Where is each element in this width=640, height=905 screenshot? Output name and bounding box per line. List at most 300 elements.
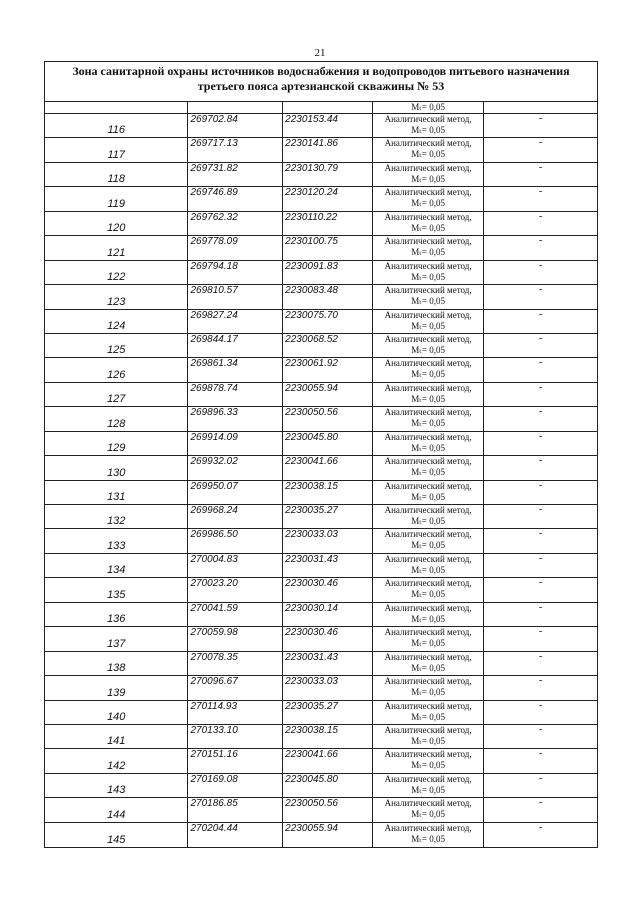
method-text: Аналитический метод, <box>384 529 472 540</box>
accuracy-text: Mₜ= 0,05 <box>411 418 445 429</box>
point-number: 136 <box>107 613 126 626</box>
description-cell: - <box>539 822 543 833</box>
accuracy-text: Mₜ= 0,05 <box>411 320 445 331</box>
method-text: Аналитический метод, <box>384 651 472 662</box>
table-body <box>45 114 597 847</box>
description-cell: - <box>539 700 543 711</box>
y-coordinate: 2230045.80 <box>285 773 338 785</box>
point-number: 132 <box>107 515 126 528</box>
description-cell: - <box>539 333 543 344</box>
method-cell <box>373 676 485 699</box>
method-cell <box>373 212 485 235</box>
method-text: Аналитический метод, <box>384 407 472 418</box>
description-cell: - <box>539 211 543 222</box>
method-text: Аналитический метод, <box>384 114 472 124</box>
description-cell: - <box>539 431 543 442</box>
x-coordinate-cell <box>188 432 283 455</box>
x-coordinate: 270204.44 <box>190 822 238 834</box>
method-text: Аналитический метод, <box>384 798 472 809</box>
description-cell: - <box>539 260 543 271</box>
y-coordinate-cell <box>283 798 373 821</box>
point-number-cell <box>45 798 188 821</box>
method-text: Аналитический метод, <box>384 187 472 198</box>
method-cell <box>373 749 485 772</box>
y-coordinate: 2230030.46 <box>285 578 338 590</box>
point-number-cell <box>45 163 188 186</box>
x-coordinate: 270059.98 <box>190 627 238 639</box>
accuracy-text: Mₜ= 0,05 <box>411 638 445 649</box>
method-cell <box>373 529 485 552</box>
y-coordinate-cell <box>283 212 373 235</box>
table-row <box>45 676 597 700</box>
table-row <box>45 456 597 480</box>
x-coordinate: 269896.33 <box>190 407 238 419</box>
description-cell: - <box>539 724 543 735</box>
point-number: 139 <box>107 686 126 699</box>
y-coordinate: 2230035.27 <box>285 700 338 712</box>
method-text: Аналитический метод, <box>384 480 472 491</box>
point-number-cell <box>45 701 188 724</box>
x-coordinate-cell <box>188 236 283 259</box>
table-row <box>45 163 597 187</box>
y-coordinate: 2230031.43 <box>285 553 338 565</box>
x-coordinate-cell <box>188 138 283 161</box>
x-coordinate: 270004.83 <box>190 553 238 565</box>
accuracy-text: Mₜ= 0,05 <box>411 369 445 380</box>
description-cell: - <box>539 358 543 369</box>
y-coordinate-cell <box>283 725 373 748</box>
accuracy-text: Mₜ= 0,05 <box>411 442 445 453</box>
x-coordinate-cell <box>188 725 283 748</box>
method-cell <box>373 138 485 161</box>
method-cell <box>373 725 485 748</box>
y-coordinate: 2230153.44 <box>285 114 338 125</box>
x-coordinate: 269717.13 <box>190 138 238 150</box>
coordinates-table <box>44 61 598 848</box>
y-coordinate-cell <box>283 285 373 308</box>
method-text: Аналитический метод, <box>384 382 472 393</box>
y-coordinate: 2230050.56 <box>285 407 338 419</box>
point-number: 122 <box>107 271 126 284</box>
x-coordinate: 270078.35 <box>190 651 238 663</box>
table-row <box>45 578 597 602</box>
table-row <box>45 236 597 260</box>
description-cell: - <box>539 773 543 784</box>
x-coordinate: 270151.16 <box>190 749 238 761</box>
accuracy-text: Mₜ= 0,05 <box>411 393 445 404</box>
y-coordinate-cell <box>283 481 373 504</box>
accuracy-text: Mₜ= 0,05 <box>411 491 445 502</box>
y-coordinate-cell <box>283 701 373 724</box>
method-text: Аналитический метод, <box>384 749 472 760</box>
point-number-cell <box>45 603 188 626</box>
y-coordinate-cell <box>283 187 373 210</box>
y-coordinate: 2230055.94 <box>285 382 338 394</box>
accuracy-text: Mₜ= 0,05 <box>411 222 445 233</box>
description-cell: - <box>539 480 543 491</box>
y-coordinate-cell <box>283 676 373 699</box>
description-cell: - <box>539 749 543 760</box>
method-text: Аналитический метод, <box>384 724 472 735</box>
point-number: 129 <box>107 442 126 455</box>
method-cell <box>373 285 485 308</box>
continuation-accuracy: Mₜ= 0,05 <box>373 102 485 113</box>
point-number-cell <box>45 676 188 699</box>
description-cell: - <box>539 114 543 124</box>
point-number-cell <box>45 236 188 259</box>
table-row <box>45 823 597 847</box>
method-text: Аналитический метод, <box>384 627 472 638</box>
y-coordinate: 2230141.86 <box>285 138 338 150</box>
y-coordinate: 2230050.56 <box>285 798 338 810</box>
accuracy-text: Mₜ= 0,05 <box>411 809 445 820</box>
point-number: 119 <box>107 197 126 210</box>
x-coordinate-cell <box>188 578 283 601</box>
y-coordinate-cell <box>283 383 373 406</box>
point-number: 120 <box>107 222 126 235</box>
point-number: 143 <box>107 784 126 797</box>
x-coordinate-cell <box>188 114 283 137</box>
accuracy-text: Mₜ= 0,05 <box>411 247 445 258</box>
point-number-cell <box>45 505 188 528</box>
y-coordinate-cell <box>283 627 373 650</box>
y-coordinate-cell <box>283 432 373 455</box>
y-coordinate-cell <box>283 505 373 528</box>
y-coordinate: 2230061.92 <box>285 358 338 370</box>
method-text: Аналитический метод, <box>384 333 472 344</box>
description-cell: - <box>539 578 543 589</box>
table-row <box>45 529 597 553</box>
accuracy-text: Mₜ= 0,05 <box>411 173 445 184</box>
method-text: Аналитический метод, <box>384 431 472 442</box>
accuracy-text: Mₜ= 0,05 <box>411 296 445 307</box>
x-coordinate-cell <box>188 358 283 381</box>
method-text: Аналитический метод, <box>384 773 472 784</box>
point-number-cell <box>45 212 188 235</box>
x-coordinate-cell <box>188 407 283 430</box>
x-coordinate-cell <box>188 603 283 626</box>
point-number: 116 <box>107 124 126 137</box>
point-number: 144 <box>107 808 126 821</box>
point-number-cell <box>45 383 188 406</box>
accuracy-text: Mₜ= 0,05 <box>411 735 445 746</box>
method-text: Аналитический метод, <box>384 162 472 173</box>
point-number: 131 <box>107 491 126 503</box>
x-coordinate-cell <box>188 774 283 797</box>
point-number-cell <box>45 138 188 161</box>
y-coordinate: 2230110.22 <box>285 211 338 223</box>
accuracy-text: Mₜ= 0,05 <box>411 125 445 135</box>
x-coordinate: 270114.93 <box>190 700 238 712</box>
method-text: Аналитический метод, <box>384 138 472 149</box>
method-cell <box>373 701 485 724</box>
point-number: 128 <box>107 417 126 430</box>
x-coordinate-cell <box>188 481 283 504</box>
x-coordinate: 269810.57 <box>190 285 238 297</box>
accuracy-text: Mₜ= 0,05 <box>411 662 445 673</box>
description-cell: - <box>539 676 543 687</box>
accuracy-text: Mₜ= 0,05 <box>411 516 445 526</box>
point-number-cell <box>45 310 188 333</box>
x-coordinate-cell <box>188 505 283 528</box>
x-coordinate-cell <box>188 749 283 772</box>
y-coordinate-cell <box>283 774 373 797</box>
x-coordinate-cell <box>188 187 283 210</box>
y-coordinate-cell <box>283 114 373 137</box>
method-cell <box>373 358 485 381</box>
x-coordinate: 270169.08 <box>190 773 238 785</box>
x-coordinate-cell <box>188 456 283 479</box>
method-text: Аналитический метод, <box>384 553 472 564</box>
x-coordinate: 270186.85 <box>190 798 238 810</box>
method-text: Аналитический метод, <box>384 211 472 222</box>
point-number: 126 <box>107 368 126 381</box>
x-coordinate-cell <box>188 334 283 357</box>
point-number-cell <box>45 261 188 284</box>
table-row <box>45 749 597 773</box>
y-coordinate: 2230130.79 <box>285 162 338 174</box>
point-number-cell <box>45 285 188 308</box>
y-coordinate: 2230030.14 <box>285 602 338 614</box>
x-coordinate-cell <box>188 383 283 406</box>
point-number: 137 <box>107 637 126 650</box>
accuracy-text: Mₜ= 0,05 <box>411 271 445 282</box>
method-cell <box>373 187 485 210</box>
y-coordinate: 2230041.66 <box>285 749 338 761</box>
accuracy-text: Mₜ= 0,05 <box>411 198 445 209</box>
table-row <box>45 187 597 211</box>
table-row <box>45 261 597 285</box>
table-row <box>45 505 597 529</box>
y-coordinate-cell <box>283 652 373 675</box>
y-coordinate: 2230091.83 <box>285 260 338 272</box>
accuracy-text: Mₜ= 0,05 <box>411 833 445 844</box>
description-cell: - <box>539 651 543 662</box>
description-cell: - <box>539 138 543 149</box>
accuracy-text: Mₜ= 0,05 <box>411 760 445 771</box>
x-coordinate: 269986.50 <box>190 529 238 541</box>
x-coordinate-cell <box>188 261 283 284</box>
y-coordinate: 2230035.27 <box>285 505 338 516</box>
table-row <box>45 774 597 798</box>
method-cell <box>373 798 485 821</box>
table-row <box>45 407 597 431</box>
method-text: Аналитический метод, <box>384 309 472 320</box>
accuracy-text: Mₜ= 0,05 <box>411 540 445 551</box>
method-text: Аналитический метод, <box>384 358 472 369</box>
table-row <box>45 334 597 358</box>
x-coordinate-cell <box>188 163 283 186</box>
point-number-cell <box>45 554 188 577</box>
y-coordinate-cell <box>283 578 373 601</box>
point-number-cell <box>45 749 188 772</box>
point-number: 145 <box>107 834 126 847</box>
point-number-cell <box>45 358 188 381</box>
table-row <box>45 114 597 138</box>
table-row <box>45 432 597 456</box>
table-row <box>45 212 597 236</box>
table-row <box>45 383 597 407</box>
point-number: 125 <box>107 344 126 357</box>
x-coordinate: 269861.34 <box>190 358 238 370</box>
y-coordinate-cell <box>283 138 373 161</box>
y-coordinate: 2230100.75 <box>285 236 338 248</box>
x-coordinate: 269914.09 <box>190 431 238 443</box>
method-text: Аналитический метод, <box>384 822 472 833</box>
x-coordinate-cell <box>188 627 283 650</box>
x-coordinate: 269794.18 <box>190 260 238 272</box>
table-row <box>45 652 597 676</box>
method-cell <box>373 407 485 430</box>
description-cell: - <box>539 285 543 296</box>
accuracy-text: Mₜ= 0,05 <box>411 149 445 160</box>
y-coordinate-cell <box>283 236 373 259</box>
point-number: 135 <box>107 588 126 601</box>
point-number-cell <box>45 481 188 504</box>
description-cell: - <box>539 162 543 173</box>
point-number-cell <box>45 578 188 601</box>
description-cell: - <box>539 187 543 198</box>
table-row <box>45 603 597 627</box>
method-text: Аналитический метод, <box>384 602 472 613</box>
point-number-cell <box>45 652 188 675</box>
method-cell <box>373 163 485 186</box>
accuracy-text: Mₜ= 0,05 <box>411 613 445 624</box>
x-coordinate-cell <box>188 554 283 577</box>
point-number-cell <box>45 456 188 479</box>
x-coordinate: 269950.07 <box>190 480 238 492</box>
x-coordinate: 269844.17 <box>190 333 238 345</box>
table-row <box>45 285 597 309</box>
x-coordinate-cell <box>188 529 283 552</box>
y-coordinate: 2230055.94 <box>285 822 338 834</box>
method-cell <box>373 261 485 284</box>
point-number-cell <box>45 432 188 455</box>
point-number-cell <box>45 114 188 137</box>
point-number-cell <box>45 187 188 210</box>
method-text: Аналитический метод, <box>384 700 472 711</box>
description-cell: - <box>539 505 543 515</box>
point-number: 133 <box>107 539 126 552</box>
accuracy-text: Mₜ= 0,05 <box>411 344 445 355</box>
x-coordinate: 269731.82 <box>190 162 238 174</box>
method-cell <box>373 456 485 479</box>
table-row <box>45 798 597 822</box>
accuracy-text: Mₜ= 0,05 <box>411 564 445 575</box>
description-cell: - <box>539 407 543 418</box>
method-cell <box>373 578 485 601</box>
y-coordinate: 2230083.48 <box>285 285 338 297</box>
point-number: 142 <box>107 759 126 772</box>
point-number: 118 <box>107 173 126 186</box>
description-cell: - <box>539 236 543 247</box>
description-cell: - <box>539 627 543 638</box>
point-number: 123 <box>107 295 126 308</box>
x-coordinate: 269878.74 <box>190 382 238 394</box>
x-coordinate-cell <box>188 285 283 308</box>
description-cell: - <box>539 798 543 809</box>
y-coordinate: 2230038.15 <box>285 724 338 736</box>
description-cell: - <box>539 456 543 467</box>
method-cell <box>373 236 485 259</box>
x-coordinate: 269746.89 <box>190 187 238 199</box>
point-number: 134 <box>107 564 126 577</box>
y-coordinate: 2230031.43 <box>285 651 338 663</box>
method-text: Аналитический метод, <box>384 456 472 467</box>
x-coordinate: 269778.09 <box>190 236 238 248</box>
accuracy-text: Mₜ= 0,05 <box>411 711 445 722</box>
description-cell: - <box>539 382 543 393</box>
x-coordinate-cell <box>188 310 283 333</box>
method-cell <box>373 627 485 650</box>
table-row <box>45 358 597 382</box>
table-row <box>45 138 597 162</box>
y-coordinate-cell <box>283 554 373 577</box>
x-coordinate: 270096.67 <box>190 676 238 688</box>
point-number-cell <box>45 529 188 552</box>
y-coordinate-cell <box>283 823 373 847</box>
method-cell <box>373 310 485 333</box>
y-coordinate-cell <box>283 456 373 479</box>
y-coordinate: 2230038.15 <box>285 480 338 492</box>
y-coordinate-cell <box>283 407 373 430</box>
description-cell: - <box>539 553 543 564</box>
description-cell: - <box>539 602 543 613</box>
method-text: Аналитический метод, <box>384 260 472 271</box>
y-coordinate-cell <box>283 261 373 284</box>
y-coordinate-cell <box>283 334 373 357</box>
method-cell <box>373 334 485 357</box>
point-number: 127 <box>107 393 126 406</box>
method-text: Аналитический метод, <box>384 236 472 247</box>
x-coordinate: 269827.24 <box>190 309 238 321</box>
method-text: Аналитический метод, <box>384 676 472 687</box>
point-number: 140 <box>107 710 126 723</box>
x-coordinate: 269932.02 <box>190 456 238 468</box>
point-number-cell <box>45 334 188 357</box>
point-number: 117 <box>107 148 126 161</box>
x-coordinate: 270023.20 <box>190 578 238 590</box>
method-text: Аналитический метод, <box>384 505 472 515</box>
point-number-cell <box>45 774 188 797</box>
table-row <box>45 310 597 334</box>
y-coordinate: 2230033.03 <box>285 529 338 541</box>
point-number-cell <box>45 725 188 748</box>
x-coordinate: 269762.32 <box>190 211 238 223</box>
point-number: 138 <box>107 662 126 675</box>
y-coordinate: 2230033.03 <box>285 676 338 688</box>
y-coordinate: 2230068.52 <box>285 333 338 345</box>
method-cell <box>373 114 485 137</box>
x-coordinate: 269968.24 <box>190 505 238 516</box>
method-cell <box>373 823 485 847</box>
method-cell <box>373 603 485 626</box>
y-coordinate-cell <box>283 163 373 186</box>
point-number-cell <box>45 407 188 430</box>
y-coordinate-cell <box>283 358 373 381</box>
y-coordinate: 2230045.80 <box>285 431 338 443</box>
point-number-cell <box>45 627 188 650</box>
table-row <box>45 481 597 505</box>
point-number: 130 <box>107 466 126 479</box>
y-coordinate-cell <box>283 529 373 552</box>
x-coordinate-cell <box>188 652 283 675</box>
method-cell <box>373 554 485 577</box>
y-coordinate: 2230075.70 <box>285 309 338 321</box>
accuracy-text: Mₜ= 0,05 <box>411 467 445 478</box>
x-coordinate: 270133.10 <box>190 724 238 736</box>
accuracy-text: Mₜ= 0,05 <box>411 784 445 795</box>
